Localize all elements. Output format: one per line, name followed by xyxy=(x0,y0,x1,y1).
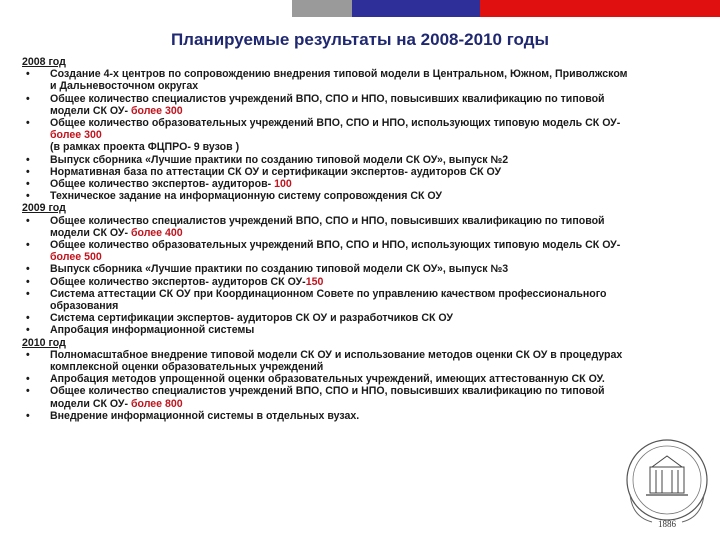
bullet-icon: • xyxy=(26,153,30,166)
highlight-value: 150 xyxy=(305,275,324,288)
bullet-icon: • xyxy=(26,409,30,422)
highlight-value: более 800 xyxy=(130,397,183,410)
item-note: (в рамках проекта ФЦПРО- 9 вузов ) xyxy=(50,141,240,154)
item-text: Нормативная база по аттестации СК ОУ и сертификации экспертов- аудиторов СК ОУ xyxy=(50,165,502,178)
list-item xyxy=(22,263,632,275)
item-text: Выпуск сборника «Лучшие практики по созданию типовой модели СК ОУ», выпуск №3 xyxy=(50,263,509,276)
list-item xyxy=(22,93,632,117)
list-item xyxy=(22,312,632,324)
bullet-icon: • xyxy=(26,117,30,130)
item-text: Апробация информационной системы xyxy=(50,324,255,337)
bullet-icon: • xyxy=(26,190,30,203)
list-item xyxy=(22,276,632,288)
bullet-icon: • xyxy=(26,385,30,398)
list-item xyxy=(22,117,632,154)
item-text: Система сертификации экспертов- аудиторов СК ОУ и разработчиков СК ОУ xyxy=(50,312,453,325)
highlight-value: более 300 xyxy=(130,104,183,117)
list-item xyxy=(22,324,632,336)
list-item xyxy=(22,373,632,385)
bullet-icon: • xyxy=(26,68,30,81)
highlight-value: более 300 xyxy=(50,129,102,142)
seal-year: 1886 xyxy=(658,519,676,529)
item-text: Создание 4-х центров по сопровождению внедрения типовой модели в Центральном, Южном, Приволжском и Дальневосточном округах xyxy=(50,68,628,93)
bullet-icon: • xyxy=(26,275,30,288)
list-item xyxy=(22,190,632,202)
decor-bar-red xyxy=(480,0,720,17)
item-text: Выпуск сборника «Лучшие практики по созданию типовой модели СК ОУ», выпуск №2 xyxy=(50,153,509,166)
list-item xyxy=(22,154,632,166)
bullet-icon: • xyxy=(26,214,30,227)
bullet-icon: • xyxy=(26,348,30,361)
highlight-value: более 500 xyxy=(50,251,102,264)
results-list xyxy=(22,56,632,422)
highlight-value: более 400 xyxy=(130,226,183,239)
year-heading: 2008 год xyxy=(22,56,66,68)
decor-bar-gray xyxy=(292,0,352,17)
bullet-icon: • xyxy=(26,165,30,178)
page-title: Планируемые результаты на 2008-2010 годы xyxy=(170,30,550,49)
bullet-icon: • xyxy=(26,263,30,276)
item-text: Внедрение информационной системы в отдельных вузах. xyxy=(50,409,360,422)
item-text: Техническое задание на информационную систему сопровождения СК ОУ xyxy=(50,190,442,203)
bullet-icon: • xyxy=(26,239,30,252)
item-text: Общее количество специалистов учреждений ВПО, СПО и НПО, повысивших квалификацию по типовой модели СК ОУ- xyxy=(50,385,605,410)
year-heading: 2009 год xyxy=(22,202,66,215)
bullet-icon: • xyxy=(26,287,30,300)
item-text: Общее количество специалистов учреждений ВПО, СПО и НПО, повысивших квалификацию по типовой модели СК ОУ- xyxy=(50,214,605,239)
year-heading: 2010 год xyxy=(22,336,66,349)
item-text: Апробация методов упрощенной оценки образовательных учреждений, имеющих аттестованную СК ОУ. xyxy=(50,373,605,386)
item-text: Общее количество экспертов- аудиторов СК ОУ- xyxy=(50,275,306,288)
bullet-icon: • xyxy=(26,92,30,105)
item-text: Система аттестации СК ОУ при Координационном Совете по управлению качеством профессионального образования xyxy=(50,287,607,313)
item-text: Общее количество образовательных учреждений ВПО, СПО и НПО, использующих типовую модель СК ОУ- xyxy=(50,117,621,130)
list-item xyxy=(22,68,632,92)
list-item xyxy=(22,410,632,422)
bullet-icon: • xyxy=(26,373,30,386)
list-item xyxy=(22,166,632,178)
item-text: Общее количество экспертов- аудиторов- xyxy=(50,178,275,191)
highlight-value: 100 xyxy=(274,178,292,191)
item-text: Полномасштабное внедрение типовой модели СК ОУ и использование методов оценки СК ОУ в процедурах комплексной оценки образовательных учреждений xyxy=(50,348,623,374)
bullet-icon: • xyxy=(26,178,30,191)
university-seal-icon xyxy=(622,432,712,532)
list-item xyxy=(22,215,632,239)
list-item xyxy=(22,288,632,312)
list-item xyxy=(22,385,632,409)
bullet-icon: • xyxy=(26,324,30,337)
decor-bar-blue xyxy=(352,0,480,17)
item-text: Общее количество специалистов учреждений ВПО, СПО и НПО, повысивших квалификацию по типовой модели СК ОУ- xyxy=(50,92,605,117)
list-item xyxy=(22,239,632,263)
bullet-icon: • xyxy=(26,312,30,325)
list-item xyxy=(22,178,632,190)
list-item xyxy=(22,349,632,373)
item-text: Общее количество образовательных учреждений ВПО, СПО и НПО, использующих типовую модель СК ОУ- xyxy=(50,239,621,252)
